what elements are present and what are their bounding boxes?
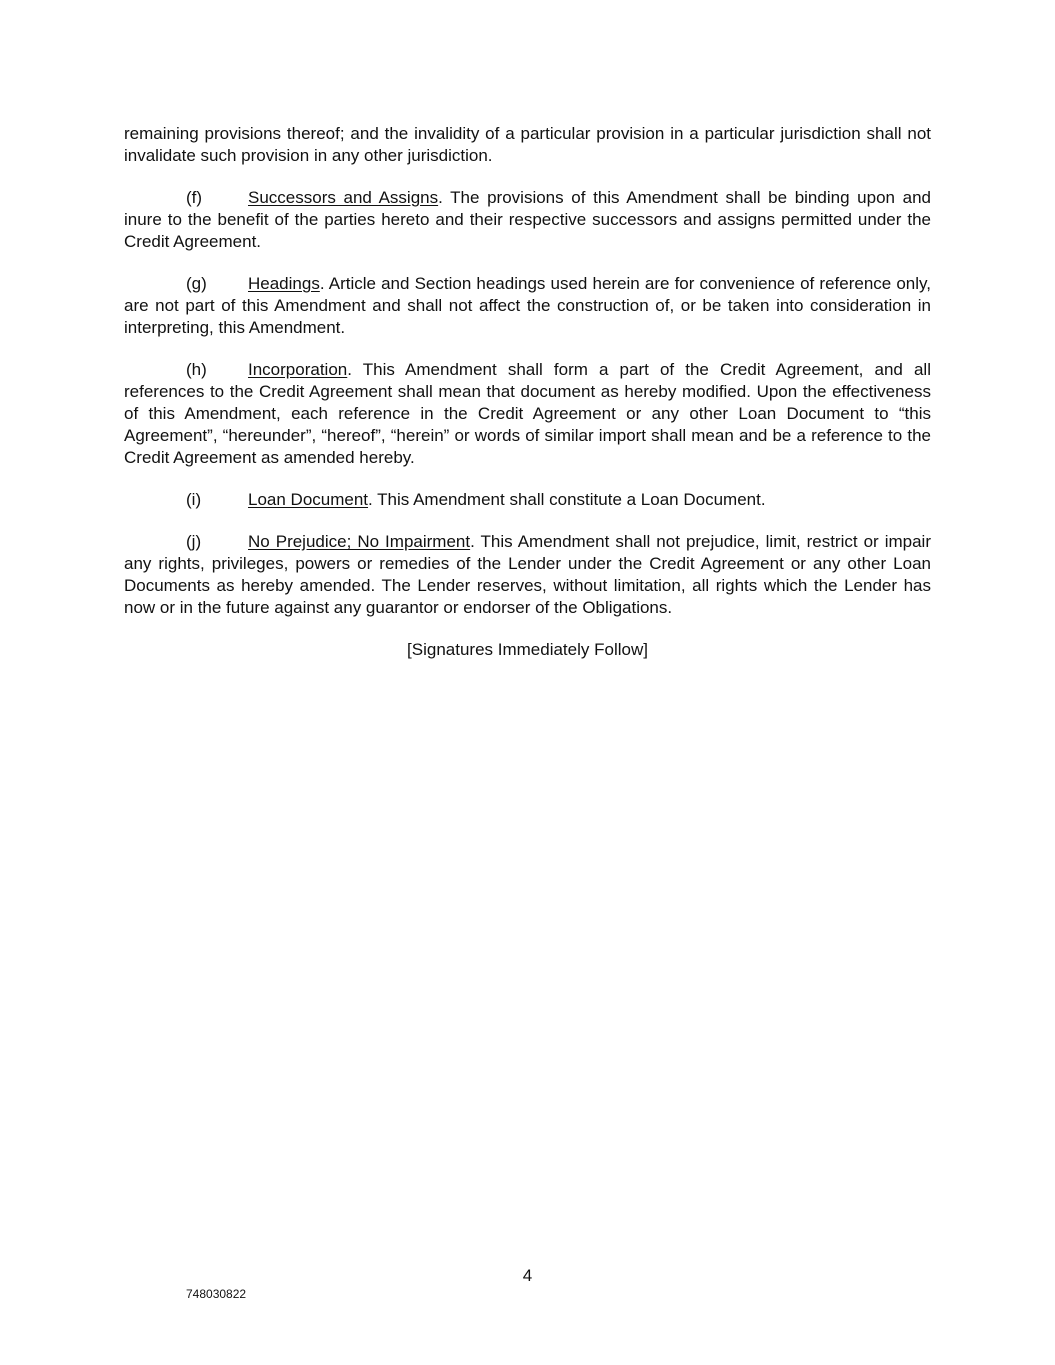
section-g-marker: (g) bbox=[186, 274, 207, 293]
section-g-heading: Headings bbox=[248, 274, 320, 293]
section-i-text: . This Amendment shall constitute a Loan Document. bbox=[368, 490, 766, 509]
section-f-marker: (f) bbox=[186, 188, 203, 207]
document-id: 748030822 bbox=[186, 1287, 247, 1301]
section-g-text: . Article and Section headings used herein are for convenience of reference only, are not part of this Amendment and shall not affect the construction of, or be taken into consideration in interpreting, this Amendment. bbox=[124, 274, 931, 337]
signatures-follow-note: [Signatures Immediately Follow] bbox=[407, 640, 648, 659]
section-f-paragraph bbox=[124, 187, 931, 253]
section-h-paragraph bbox=[124, 359, 931, 469]
section-j-heading: No Prejudice; No Impairment bbox=[248, 532, 471, 551]
section-h-heading: Incorporation bbox=[248, 360, 348, 379]
document-body bbox=[124, 123, 931, 661]
section-i-marker: (i) bbox=[186, 490, 202, 509]
section-j-paragraph bbox=[124, 531, 931, 619]
section-f-text: . The provisions of this Amendment shall be binding upon and inure to the benefit of the parties hereto and their respective successors and assigns permitted under the Credit Agreement. bbox=[124, 188, 931, 251]
page-number: 4 bbox=[522, 1266, 533, 1285]
section-g-paragraph bbox=[124, 273, 931, 339]
section-j-text: . This Amendment shall not prejudice, limit, restrict or impair any rights, privileges, powers or remedies of the Lender under the Credit Agreement or any other Loan Documents as hereby amended. The Lender reserves, without limitation, all rights which the Lender has now or in the future against any guarantor or endorser of the Obligations. bbox=[124, 532, 931, 617]
section-h-marker: (h) bbox=[186, 360, 207, 379]
continuation-paragraph: remaining provisions thereof; and the invalidity of a particular provision in a particular jurisdiction shall not invalidate such provision in any other jurisdiction. bbox=[124, 124, 931, 165]
section-i-paragraph bbox=[124, 489, 931, 511]
section-h-text: . This Amendment shall form a part of the Credit Agreement, and all references to the Credit Agreement shall mean that document as hereby modified. Upon the effectiveness of this Amendment, each reference in the Credit Agreement or any other Loan Document to “this Agreement”, “hereunder”, “hereof”, “herein” or words of similar import shall mean and be a reference to the Credit Agreement as amended hereby. bbox=[124, 360, 931, 467]
section-j-marker: (j) bbox=[186, 532, 202, 551]
section-f-heading: Successors and Assigns bbox=[248, 188, 439, 207]
section-i-heading: Loan Document bbox=[248, 490, 369, 509]
